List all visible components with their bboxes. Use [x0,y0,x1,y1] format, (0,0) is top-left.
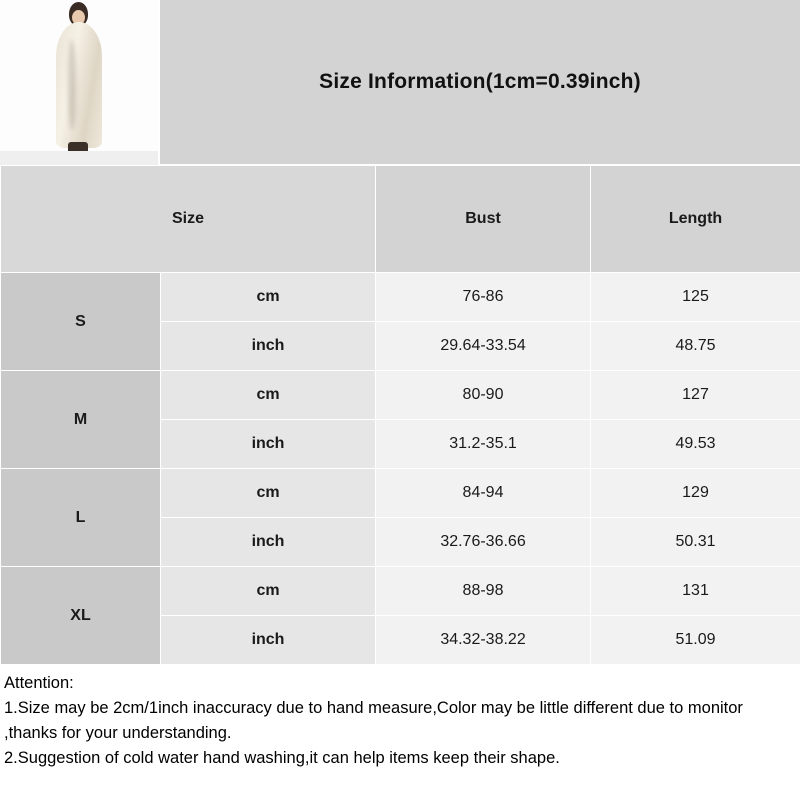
top-band [0,0,800,165]
unit-inch: inch [161,518,376,567]
column-header-bust: Bust [376,166,591,273]
length-value: 125 [591,273,800,322]
length-value: 49.53 [591,420,800,469]
table-row [1,273,800,322]
length-value: 131 [591,567,800,616]
unit-inch: inch [161,420,376,469]
attention-note-2: 2.Suggestion of cold water hand washing,it can help items keep their shape. [4,749,560,767]
table-row [1,469,800,518]
size-label-l: L [1,469,161,567]
attention-heading: Attention: [4,674,74,692]
unit-inch: inch [161,616,376,665]
unit-cm: cm [161,567,376,616]
table-header-row [1,166,800,273]
length-value: 129 [591,469,800,518]
model-illustration [50,0,108,165]
bust-value: 31.2-35.1 [376,420,591,469]
size-label-xl: XL [1,567,161,665]
size-info-header [160,0,800,164]
bust-value: 32.76-36.66 [376,518,591,567]
bust-value: 34.32-38.22 [376,616,591,665]
table-row [1,371,800,420]
size-table [0,165,800,665]
size-label-s: S [1,273,161,371]
length-value: 51.09 [591,616,800,665]
bust-value: 29.64-33.54 [376,322,591,371]
unit-cm: cm [161,469,376,518]
column-header-size: Size [1,166,376,273]
size-label-m: M [1,371,161,469]
length-value: 50.31 [591,518,800,567]
product-photo [0,0,160,165]
unit-cm: cm [161,273,376,322]
attention-section [0,665,800,775]
unit-inch: inch [161,322,376,371]
length-value: 48.75 [591,322,800,371]
column-header-length: Length [591,166,800,273]
bust-value: 84-94 [376,469,591,518]
bust-value: 76-86 [376,273,591,322]
length-value: 127 [591,371,800,420]
attention-note-1: 1.Size may be 2cm/1inch inaccuracy due to hand measure,Color may be little different due to monitor ,thanks for your understanding. [4,699,743,742]
dress-garment [56,22,102,148]
photo-floor [0,151,158,165]
unit-cm: cm [161,371,376,420]
bust-value: 80-90 [376,371,591,420]
table-row [1,567,800,616]
bust-value: 88-98 [376,567,591,616]
page-title: Size Information(1cm=0.39inch) [319,70,641,93]
dress-shadow [68,40,76,130]
